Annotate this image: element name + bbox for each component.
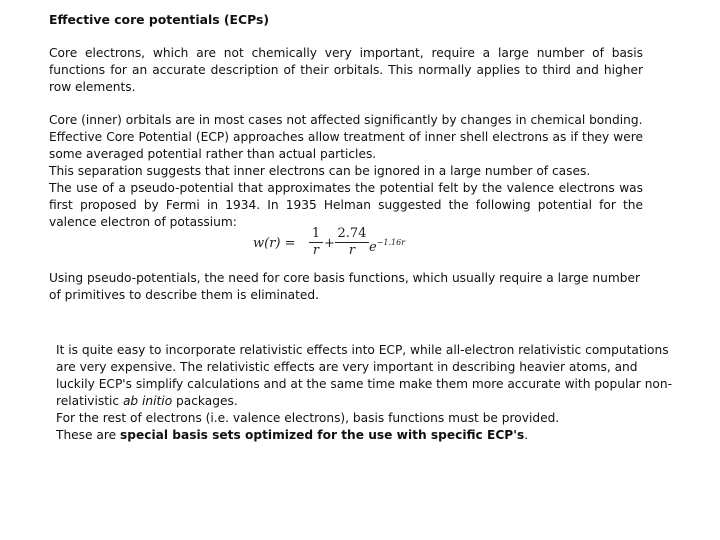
sentence-ecp-approach: Effective Core Potential (ECP) approaches allow treatment of inner shell electrons as if they were some averaged potential rather than actual particles. <box>49 130 643 161</box>
page-title: Effective core potentials (ECPs) <box>49 12 270 27</box>
sentence-separation: This separation suggests that inner electrons can be ignored in a large number of cases. <box>49 164 591 178</box>
formula-fraction-1 <box>309 226 323 259</box>
formula-lhs: w(r) = <box>253 236 296 251</box>
paragraph-relativistic <box>56 342 674 444</box>
sentence-core-orbitals: Core (inner) orbitals are in most cases not affected significantly by changes in chemical bonding. <box>49 113 643 127</box>
formula-frac1-numerator: 1 <box>309 226 323 243</box>
paragraph-pseudo-potentials: Using pseudo-potentials, the need for core basis functions, which usually require a large number of primitives to describe them is eliminated. <box>49 271 640 302</box>
special-basis-bold: special basis sets optimized for the use with specific ECP's <box>119 428 525 442</box>
paragraph-core-electrons: Core electrons, which are not chemically very important, require a large number of basis functions for an accurate description of their orbitals. This normally applies to third and higher row elements. <box>49 46 643 94</box>
formula-exponential <box>369 238 405 255</box>
special-basis-end: . <box>524 428 529 442</box>
formula-fraction-2 <box>335 226 369 259</box>
formula-frac2-numerator: 2.74 <box>335 226 369 243</box>
helman-potential-formula <box>253 226 453 266</box>
relativistic-text-end: packages. <box>176 394 238 408</box>
relativistic-text: It is quite easy to incorporate relativistic effects into ECP, while all-electron relativistic computations are very expensive. The relativistic effects are very important in describing heavier atoms, and luckily ECP's simplify calculations and at the same time make them more accurate with popular non-relativistic <box>56 343 672 408</box>
paragraph-core-orbitals <box>49 112 643 231</box>
formula-frac1-denominator: r <box>312 243 320 258</box>
formula-exp-power: −1.16r <box>376 238 406 247</box>
ab-initio-term: ab initio <box>122 394 173 408</box>
valence-basis-text: For the rest of electrons (i.e. valence electrons), basis functions must be provided. <box>56 411 560 425</box>
special-basis-start: These are <box>56 428 117 442</box>
sentence-fermi-helman: The use of a pseudo-potential that approximates the potential felt by the valence electrons was first proposed by Fermi in 1934. In 1935 Helman suggested the following potential for the valence electron of potassium: <box>49 181 643 229</box>
formula-frac2-denominator: r <box>348 243 356 258</box>
formula-operator: + <box>324 236 335 251</box>
formula-exp-base: e <box>369 240 377 255</box>
